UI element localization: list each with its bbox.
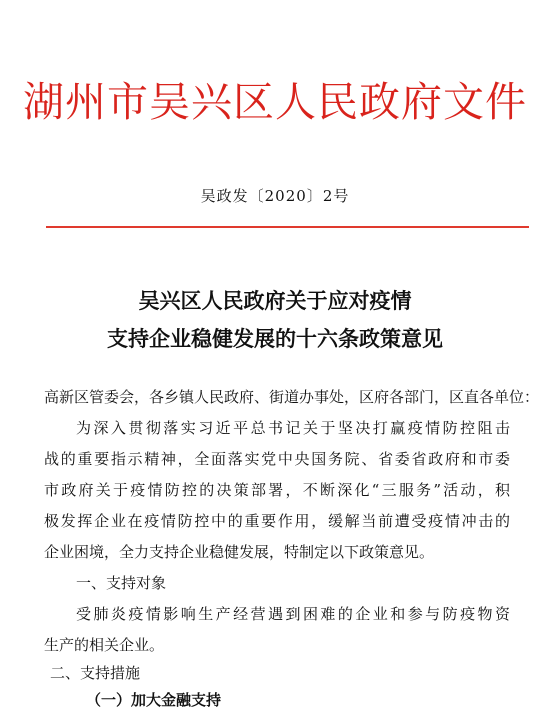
document-title-line-1: 吴兴区人民政府关于应对疫情 <box>138 289 412 313</box>
intro-line-1: 为深入贯彻落实习近平总书记关于坚决打赢疫情防控阻击 <box>76 419 510 437</box>
section-1-line-1: 受肺炎疫情影响生产经营遇到困难的企业和参与防疫物资 <box>76 605 510 623</box>
recipients-line: 高新区管委会，各乡镇人民政府、街道办事处，区府各部门，区直各单位： <box>44 388 540 406</box>
red-divider-rule <box>46 226 529 228</box>
intro-line-5: 企业困境，全力支持企业稳健发展，特制定以下政策意见。 <box>44 543 435 561</box>
intro-line-2: 战的重要指示精神，全面落实党中央国务院、省委省政府和市委 <box>44 450 510 468</box>
subsection-1-heading: （一）加大金融支持 <box>86 691 222 709</box>
document-title-line-2: 支持企业稳健发展的十六条政策意见 <box>107 327 443 351</box>
intro-line-3: 市政府关于疫情防控的决策部署，不断深化“三服务”活动，积 <box>44 481 510 499</box>
section-1-heading: 一、支持对象 <box>76 574 167 592</box>
section-2-heading: 二、支持措施 <box>50 664 141 682</box>
intro-line-4: 极发挥企业在疫情防控中的重要作用，缓解当前遭受疫情冲击的 <box>44 512 510 530</box>
section-1-line-2: 生产的相关企业。 <box>44 636 165 654</box>
document-number: 吴政发〔2020〕2号 <box>200 187 350 205</box>
issuer-header-title: 湖州市吴兴区人民政府文件 <box>23 78 527 126</box>
